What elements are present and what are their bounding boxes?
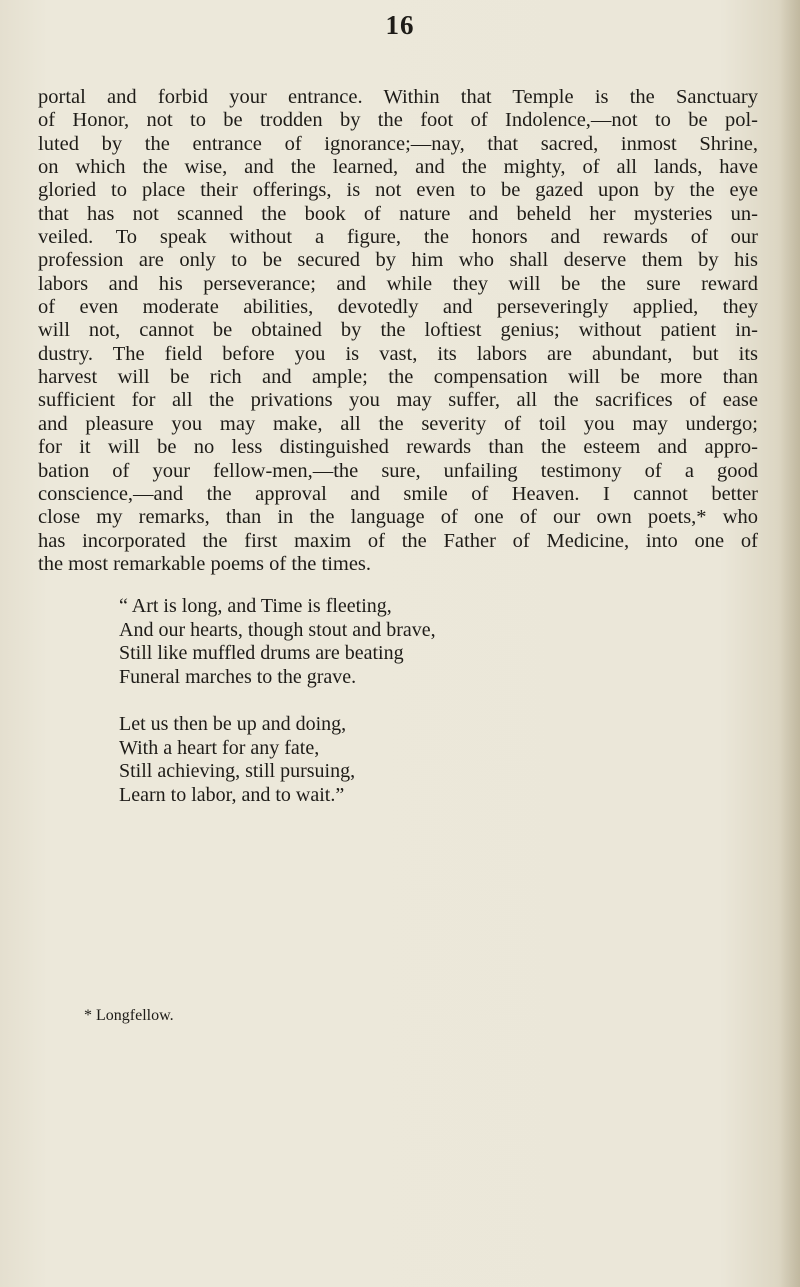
poem-stanza xyxy=(119,713,436,807)
paragraph-line: dustry. The field before you is vast, its labors are abundant, but its xyxy=(38,342,758,365)
poem-quotation xyxy=(119,595,436,831)
paragraph-line: will not, cannot be obtained by the loftiest genius; without patient in- xyxy=(38,319,758,342)
paragraph-line: for it will be no less distinguished rewards than the esteem and appro- xyxy=(38,436,758,459)
footnote: * Longfellow. xyxy=(84,1007,174,1024)
paragraph-line: profession are only to be secured by him who shall deserve them by his xyxy=(38,249,758,272)
poem-verse: Let us then be up and doing, xyxy=(119,713,347,735)
paragraph-line: gloried to place their offerings, is not even to be gazed upon by the eye xyxy=(38,179,758,202)
paragraph-line: harvest will be rich and ample; the compensation will be more than xyxy=(38,366,758,389)
poem-verse: Still achieving, still pursuing, xyxy=(119,760,356,782)
paragraph-line: portal and forbid your entrance. Within that Temple is the Sanctuary xyxy=(38,86,758,108)
paragraph-line: close my remarks, than in the language of one of our own poets,* who xyxy=(38,506,758,529)
paragraph-line: luted by the entrance of ignorance;—nay, that sacred, inmost Shrine, xyxy=(38,132,758,155)
paragraph-line: on which the wise, and the learned, and the mighty, of all lands, have xyxy=(38,156,758,179)
paragraph-line: bation of your fellow-men,—the sure, unfailing testimony of a good xyxy=(38,459,758,482)
poem-verse: Learn to labor, and to wait.” xyxy=(119,783,345,806)
paragraph-line: of even moderate abilities, devotedly and perseveringly applied, they xyxy=(38,296,758,319)
paragraph-line: that has not scanned the book of nature and beheld her mysteries un- xyxy=(38,202,758,225)
paragraph-line: veiled. To speak without a figure, the honors and rewards of our xyxy=(38,226,758,249)
paragraph-line: the most remarkable poems of the times. xyxy=(38,552,372,575)
paragraph-line: sufficient for all the privations you may suffer, all the sacrifices of ease xyxy=(38,389,758,412)
poem-verse: “ Art is long, and Time is fleeting, xyxy=(119,595,392,617)
poem-verse: Still like muffled drums are beating xyxy=(119,642,404,664)
poem-verse: Funeral marches to the grave. xyxy=(119,665,357,688)
poem-verse: With a heart for any fate, xyxy=(119,736,320,759)
poem-verse: And our hearts, though stout and brave, xyxy=(119,618,436,641)
page-number: 16 xyxy=(385,10,415,40)
body-paragraph xyxy=(38,86,758,576)
page-edge-shadow xyxy=(780,0,800,1287)
paragraph-line: and pleasure you may make, all the severity of toil you may undergo; xyxy=(38,412,758,435)
paragraph-line: labors and his perseverance; and while they will be the sure reward xyxy=(38,272,758,295)
poem-stanza xyxy=(119,595,436,689)
paragraph-line: has incorporated the first maxim of the Father of Medicine, into one of xyxy=(38,529,758,552)
paragraph-line: conscience,—and the approval and smile of Heaven. I cannot better xyxy=(38,482,758,505)
paragraph-line: of Honor, not to be trodden by the foot of Indolence,—not to be pol- xyxy=(38,109,758,132)
